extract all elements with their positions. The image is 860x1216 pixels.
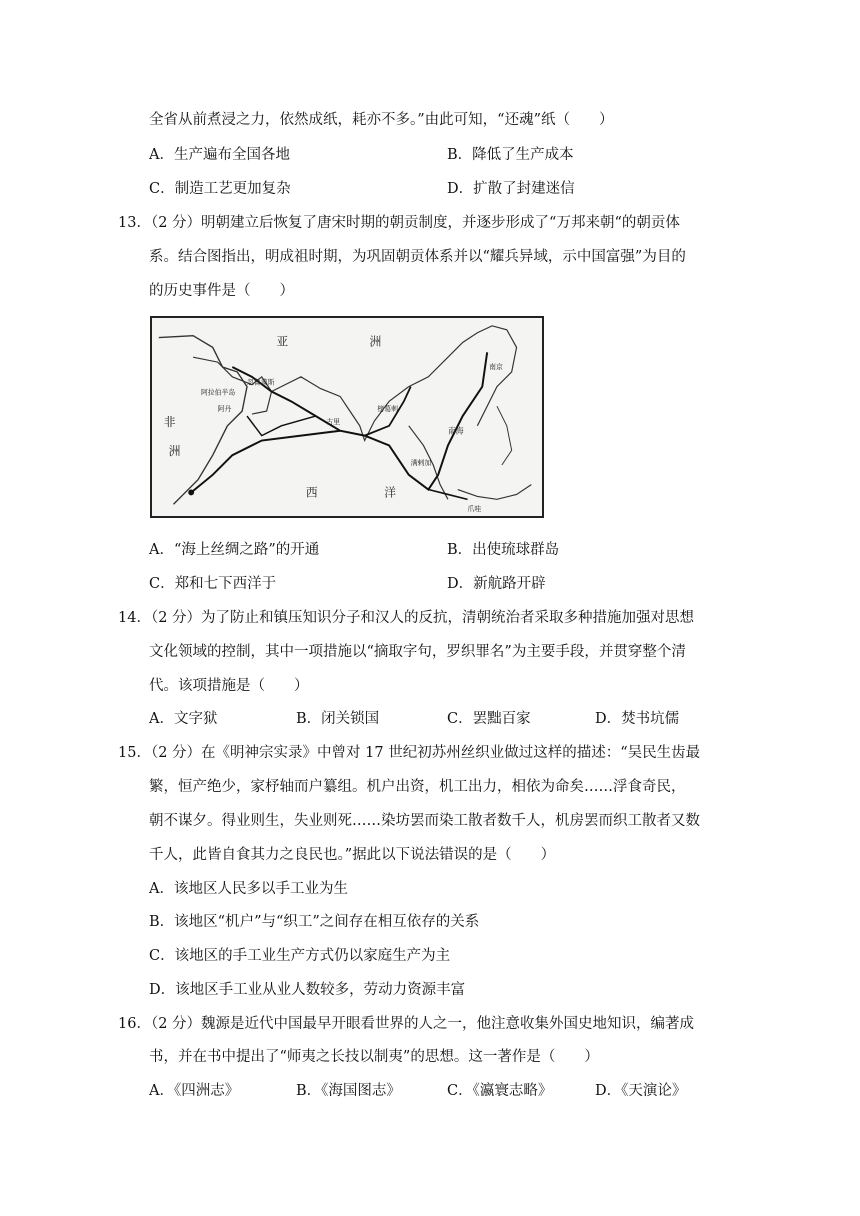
q14-stem-line-3: 代。该项措施是（ ） [149,678,309,694]
map-label-continent: 洲 [369,334,382,349]
voyage-route-main [232,352,487,489]
voyage-route-arabia [247,416,316,436]
q14-option-d[interactable]: D．焚书坑儒 [595,711,680,727]
q12-option-d[interactable]: D．扩散了封建迷信 [447,181,575,197]
q16-stem-line-1: 16．（2 分）魏源是近代中国最早开眼看世界的人之一，他注意收集外国史地知识，编著成 [118,1016,695,1032]
map-label-java: 爪哇 [467,505,482,514]
q12-option-c[interactable]: C．制造工艺更加复杂 [149,181,291,197]
philippines-coastline [497,406,512,465]
q12-option-b[interactable]: B．降低了生产成本 [447,147,574,163]
q13-option-a[interactable]: A．“海上丝绸之路”的开通 [149,542,320,558]
q16-option-d[interactable]: D．《天演论》 [595,1083,687,1099]
q15-stem-line-2: 繁，恒产绝少，家杼轴而户纂组。机户出资，机工出力，相依为命矣……浮食奇民， [149,779,686,795]
map-label-africa-top: 非 [163,414,176,429]
q15-stem-line-3: 朝不谋夕。得业则生，失业则死……染坊罢而染工散者数千人，机房罢而织工散者又数 [149,813,700,829]
q13-stem-line-3: 的历史事件是（ ） [149,283,294,299]
map-label-bengal: 榜葛剌 [377,405,398,414]
map-label-malacca: 满剌加 [410,459,432,468]
q12-option-a[interactable]: A．生产遍布全国各地 [149,147,290,163]
map-label-south-sea: 南海 [447,426,464,436]
q15-option-b[interactable]: B．该地区“机户”与“织工”之间存在相互依存的关系 [149,914,480,930]
q14-option-a[interactable]: A．文字狱 [149,711,218,727]
q13-option-b[interactable]: B．出使琉球群岛 [447,542,560,558]
q16-option-c[interactable]: C．《瀛寰志略》 [447,1083,553,1099]
zheng-he-voyage-map [150,316,544,518]
q12-stem-end: 全省从前煮浸之力，依然成纸，耗亦不多。”由此可知，“还魂”纸（ ） [149,112,614,128]
map-label-ocean-west: 西 [305,485,318,500]
java-coastline [458,485,532,500]
china-coastline [409,326,517,426]
q14-stem-line-1: 14．（2 分）为了防止和镇压知识分子和汉人的反抗，清朝统治者采取多种措施加强对思想 [118,610,695,626]
map-label-hormuz: 忽鲁谟斯 [247,378,275,387]
map-label-asia: 亚 [276,334,289,349]
voyage-map-drawing [152,318,542,516]
q15-stem-line-1: 15．（2 分）在《明神宗实录》中曾对 17 世纪初苏州丝织业做过这样的描述：“吴民生齿最 [118,745,701,761]
map-label-africa-bottom: 洲 [168,444,181,459]
map-label-aden: 阿丹 [217,405,232,414]
map-label-nanjing: 南京 [489,362,503,371]
route-end-dot [188,490,194,496]
q13-option-c[interactable]: C．郑和七下西洋于 [149,576,277,592]
map-label-ocean-east: 洋 [384,485,396,500]
q14-stem-line-2: 文化领域的控制，其中一项措施以“摘取字句，罗织罪名”为主要手段，并贯穿整个清 [149,644,686,660]
map-label-arabia: 阿拉伯半岛 [200,388,236,397]
q16-option-b[interactable]: B．《海国图志》 [296,1083,401,1099]
q15-option-d[interactable]: D．该地区手工业从业人数较多，劳动力资源丰富 [149,982,466,998]
q16-stem-line-2: 书，并在书中提出了“师夷之长技以制夷”的思想。这一著作是（ ） [149,1049,599,1065]
q16-option-a[interactable]: A．《四洲志》 [149,1083,240,1099]
q14-option-c[interactable]: C．罢黜百家 [447,711,531,727]
q14-option-b[interactable]: B．闭关锁国 [296,711,380,727]
q13-stem-line-2: 系。结合图指出，明成祖时期，为巩固朝贡体系并以“耀兵异域，示中国富强”为目的 [149,249,686,265]
voyage-route-africa [191,431,340,493]
q15-option-a[interactable]: A．该地区人民多以手工业为生 [149,881,348,897]
q13-option-d[interactable]: D．新航路开辟 [447,576,546,592]
q13-stem-line-1: 13．（2 分）明朝建立后恢复了唐宋时期的朝贡制度，并逐步形成了“万邦来朝“的朝贡体 [118,215,680,231]
map-label-calicut: 古里 [326,417,341,426]
q15-stem-line-4: 千人，此皆自食其力之良民也。”据此以下说法错误的是（ ） [149,847,556,863]
q15-option-c[interactable]: C．该地区的手工业生产方式仍以家庭生产为主 [149,948,451,964]
